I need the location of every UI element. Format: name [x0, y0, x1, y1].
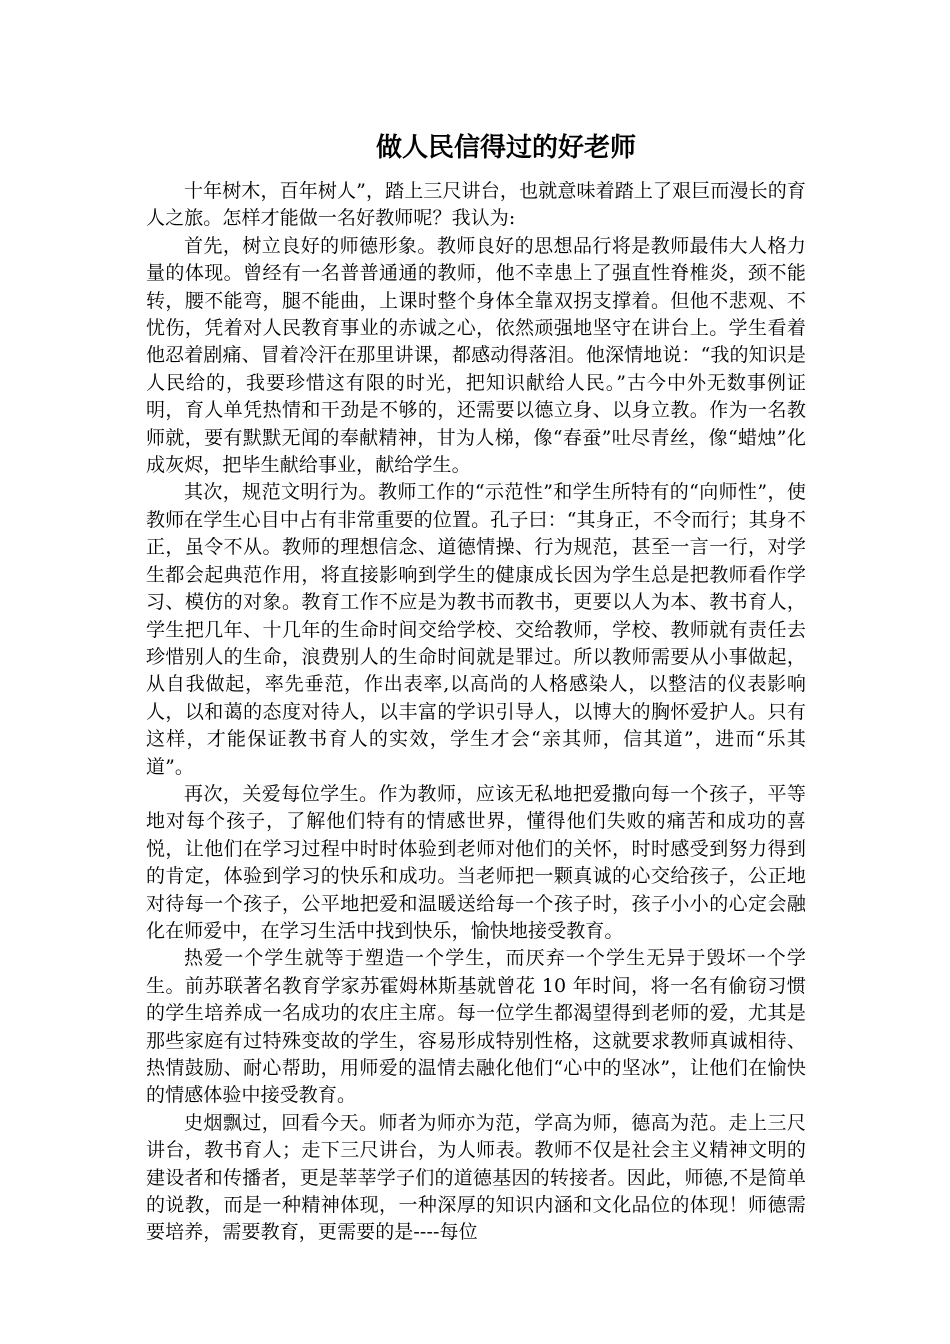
- paragraph-love-students: 热爱一个学生就等于塑造一个学生，而厌弃一个学生无异于毁坏一个学生。前苏联著名教育学家苏霍姆林斯基就曾花 10 年时间，将一名有偷窃习惯的学生培养成一名成功的农庄主席。每一位学生都渴望得到老师的爱，尤其是那些家庭有过特殊变故的学生，容易形成特别性格，这就要求教师真诚相待、热情鼓励、耐心帮助，用师爱的温情去融化他们“心中的坚冰”，让他们在愉快的情感体验中接受教育。: [146, 947, 806, 1107]
- paragraph-first-point: 首先，树立良好的师德形象。教师良好的思想品行将是教师最伟大人格力量的体现。曾经有一名普普通通的教师，他不幸患上了强直性脊椎炎，颈不能转，腰不能弯，腿不能曲，上课时整个身体全靠双拐支撑着。但他不悲观、不忧伤，凭着对人民教育事业的赤诚之心，依然顽强地坚守在讲台上。学生看着他忍着剧痛、冒着冷汗在那里讲课，都感动得落泪。他深情地说：“我的知识是人民给的，我要珍惜这有限的时光，把知识献给人民。”古今中外无数事例证明，育人单凭热情和干劲是不够的，还需要以德立身、以身立教。作为一名教师就，要有默默无闻的奉献精神，甘为人梯，像“春蚕”吐尽青丝，像“蜡烛”化成灰烬，把毕生献给事业，献给学生。: [146, 234, 806, 477]
- document-title: 做人民信得过的好老师: [375, 133, 636, 163]
- paragraph-third-point: 再次，关爱每位学生。作为教师，应该无私地把爱撒向每一个孩子，平等地对每个孩子，了解他们特有的情感世界，懂得他们失败的痛苦和成功的喜悦，让他们在学习过程中时时体验到老师对他们的关怀，时时感受到努力得到的肯定，体验到学习的快乐和成功。当老师把一颗真诚的心交给孩子，公正地对待每一个孩子，公平地把爱和温暖送给每一个孩子时，孩子小小的心定会融化在师爱中，在学习生活中找到快乐，愉快地接受教育。: [146, 782, 806, 942]
- paragraph-second-point: 其次，规范文明行为。教师工作的“示范性”和学生所特有的“向师性”，使教师在学生心目中占有非常重要的位置。孔子曰：“其身正，不令而行；其身不正，虽令不从。教师的理想信念、道德情操、行为规范，甚至一言一行，对学生都会起典范作用，将直接影响到学生的健康成长因为学生总是把教师看作学习、模仿的对象。教育工作不应是为教书而教书，更要以人为本、教书育人，学生把几年、十几年的生命时间交给学校、交给教师，学校、教师就有责任去珍惜别人的生命，浪费别人的生命时间就是罪过。所以教师需要从小事做起，从自我做起，率先垂范，作出表率,以高尚的人格感染人，以整洁的仪表影响人，以和蔼的态度对待人，以丰富的学识引导人，以博大的胸怀爱护人。只有这样，才能保证教书育人的实效，学生才会“亲其师，信其道”，进而“乐其道”。: [146, 481, 806, 778]
- paragraph-intro: 十年树木，百年树人”，踏上三尺讲台，也就意味着踏上了艰巨而漫长的育人之旅。怎样才能做一名好教师呢？我认为:: [146, 180, 806, 230]
- paragraph-conclusion: 史烟飘过，回看今天。师者为师亦为范，学高为师，德高为范。走上三尺讲台，教书育人；走下三尺讲台，为人师表。教师不仅是社会主义精神文明的建设者和传播者，更是莘莘学子们的道德基因的转接者。因此，师德,不是简单的说教，而是一种精神体现，一种深厚的知识内涵和文化品位的体现！师德需要培养，需要教育，更需要的是----每位: [146, 1111, 806, 1244]
- document-page: [146, 128, 806, 1247]
